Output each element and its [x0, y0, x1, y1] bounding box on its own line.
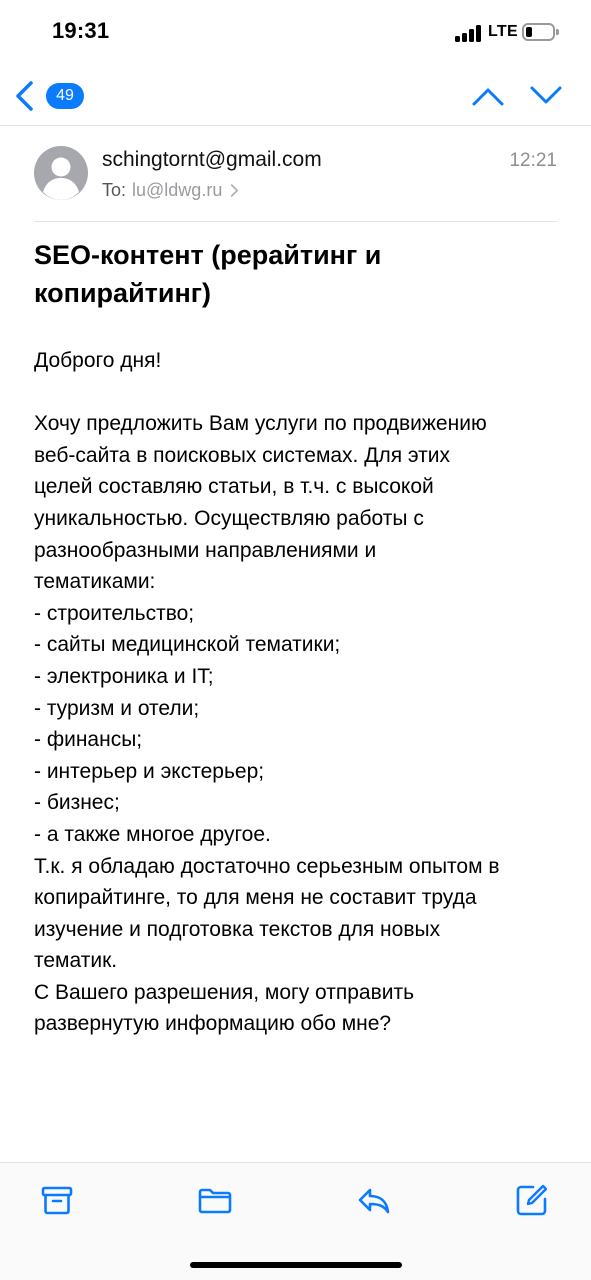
subject-line: SEO-контент (рерайтинг и: [34, 240, 382, 270]
body-line: - финансы;: [34, 728, 143, 752]
body-line: Хочу предложить Вам услуги по продвижению: [34, 412, 487, 436]
home-indicator[interactable]: [190, 1262, 402, 1268]
cellular-signal-icon: [455, 24, 483, 42]
battery-low-icon: [522, 23, 558, 41]
chevron-right-icon: [230, 183, 239, 198]
body-line: - электроника и IT;: [34, 664, 214, 688]
body-line: - туризм и отели;: [34, 696, 200, 720]
recipient-line[interactable]: [102, 180, 239, 201]
status-time: 19:31: [52, 18, 110, 43]
message-body: [34, 345, 564, 1040]
network-type: LTE: [488, 23, 518, 40]
body-line: - сайты медицинской тематики;: [34, 633, 341, 657]
unread-count-badge: 49: [46, 83, 84, 109]
body-line: копирайтинге, то для меня не составит труда: [34, 886, 477, 910]
body-line: тематиками:: [34, 570, 156, 594]
person-placeholder-icon: [34, 146, 88, 200]
body-line: - бизнес;: [34, 791, 120, 815]
body-line: уникальностью. Осуществляю работы с: [34, 506, 424, 530]
body-line: разнообразными направлениями и: [34, 538, 377, 562]
status-bar: [0, 0, 591, 66]
recipient-address: lu@ldwg.ru: [132, 180, 223, 200]
body-line: Доброго дня!: [34, 349, 162, 372]
body-line: - строительство;: [34, 601, 195, 625]
compose-icon[interactable]: [515, 1183, 549, 1217]
body-line: веб-сайта в поисковых системах. Для этих: [34, 443, 451, 467]
subject-line: копирайтинг): [34, 278, 212, 308]
to-label: To:: [102, 180, 127, 200]
body-line: - а также многое другое.: [34, 822, 271, 846]
folder-icon[interactable]: [198, 1183, 232, 1217]
body-blank-line: [34, 377, 564, 409]
body-line: развернутую информацию обо мне?: [34, 1012, 392, 1036]
body-line: С Вашего разрешения, могу отправить: [34, 980, 415, 1004]
body-line: целей составляю статьи, в т.ч. с высокой: [34, 475, 434, 499]
reply-icon[interactable]: [357, 1183, 391, 1217]
back-button[interactable]: [14, 76, 94, 116]
message-header: [34, 126, 557, 222]
sender-address[interactable]: schingtornt@gmail.com: [102, 148, 322, 171]
message-time: 12:21: [509, 150, 557, 171]
nav-bar: [0, 66, 591, 126]
body-line: тематик.: [34, 949, 118, 973]
message-subject: [34, 236, 544, 312]
chevron-left-icon: [14, 80, 36, 112]
chevron-down-icon[interactable]: [528, 80, 564, 112]
chevron-up-icon[interactable]: [470, 80, 506, 112]
archive-icon[interactable]: [40, 1183, 74, 1217]
body-line: изучение и подготовка текстов для новых: [34, 917, 441, 941]
body-line: Т.к. я обладаю достаточно серьезным опытом в: [34, 854, 500, 878]
body-line: - интерьер и экстерьер;: [34, 759, 265, 783]
